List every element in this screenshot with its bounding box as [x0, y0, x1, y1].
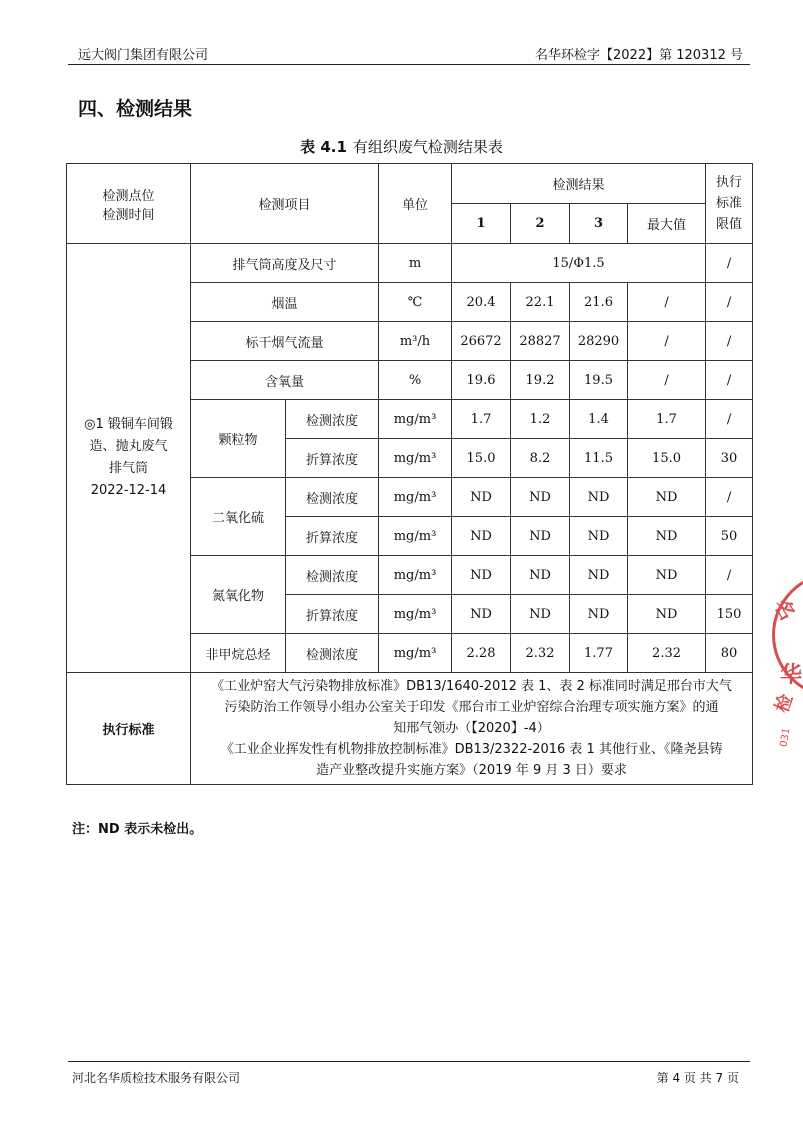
- stack-unit: m: [379, 244, 452, 283]
- header-run-1: 1: [452, 204, 511, 244]
- section-title: 四、检测结果: [78, 98, 193, 120]
- particulate-converted-limit: 30: [706, 439, 753, 478]
- particulate-measured-limit: /: [706, 400, 753, 439]
- particulate-converted-max: 15.0: [628, 439, 706, 478]
- nox-converted-max: ND: [628, 595, 706, 634]
- so2-converted-v1: ND: [452, 517, 511, 556]
- table-caption: [0, 136, 803, 157]
- so2-converted-limit: 50: [706, 517, 753, 556]
- header-report-number: 名华环检字【2022】第 120312 号: [535, 48, 743, 63]
- oxygen-limit: /: [706, 361, 753, 400]
- oxygen-v3: 19.5: [570, 361, 628, 400]
- nmhc-v3: 1.77: [570, 634, 628, 673]
- flow-unit: m³/h: [379, 322, 452, 361]
- nmhc-v1: 2.28: [452, 634, 511, 673]
- page-number: 第 4 页 共 7 页: [656, 1071, 739, 1085]
- footnote: 注：ND 表示未检出。: [72, 822, 203, 837]
- oxygen-max: /: [628, 361, 706, 400]
- standard-label: 执行标准: [67, 673, 191, 785]
- header-run-2: 2: [511, 204, 570, 244]
- flow-max: /: [628, 322, 706, 361]
- header-results: 检测结果: [452, 164, 706, 204]
- flow-v1: 26672: [452, 322, 511, 361]
- oxygen-v2: 19.2: [511, 361, 570, 400]
- table-title: 有组织废气检测结果表: [352, 138, 503, 156]
- so2-measured-v3: ND: [570, 478, 628, 517]
- so2-measured-unit: mg/m³: [379, 478, 452, 517]
- results-table: [66, 163, 753, 785]
- so2-converted-v3: ND: [570, 517, 628, 556]
- so2-measured-label: 检测浓度: [286, 478, 379, 517]
- particulate-converted-v1: 15.0: [452, 439, 511, 478]
- flow-v2: 28827: [511, 322, 570, 361]
- nox-converted-v1: ND: [452, 595, 511, 634]
- nox-measured-unit: mg/m³: [379, 556, 452, 595]
- stack-item: 排气筒高度及尺寸: [191, 244, 379, 283]
- nmhc-max: 2.32: [628, 634, 706, 673]
- row-stack: [67, 244, 753, 283]
- temp-limit: /: [706, 283, 753, 322]
- header-rule: [68, 64, 750, 65]
- location-cell: ◎1 锻铜车间锻 造、抛丸废气 排气筒 2022-12-14: [67, 244, 191, 673]
- particulate-measured-v3: 1.4: [570, 400, 628, 439]
- so2-measured-max: ND: [628, 478, 706, 517]
- particulate-converted-v3: 11.5: [570, 439, 628, 478]
- nox-converted-limit: 150: [706, 595, 753, 634]
- so2-converted-label: 折算浓度: [286, 517, 379, 556]
- so2-measured-v2: ND: [511, 478, 570, 517]
- particulate-name: 颗粒物: [191, 400, 286, 478]
- temp-v2: 22.1: [511, 283, 570, 322]
- table-number: 表 4.1: [300, 138, 347, 156]
- nmhc-unit: mg/m³: [379, 634, 452, 673]
- flow-item: 标干烟气流量: [191, 322, 379, 361]
- temp-max: /: [628, 283, 706, 322]
- particulate-measured-unit: mg/m³: [379, 400, 452, 439]
- oxygen-unit: %: [379, 361, 452, 400]
- stack-limit: /: [706, 244, 753, 283]
- nox-measured-max: ND: [628, 556, 706, 595]
- so2-converted-v2: ND: [511, 517, 570, 556]
- nox-measured-v2: ND: [511, 556, 570, 595]
- nox-converted-v3: ND: [570, 595, 628, 634]
- header-unit: 单位: [379, 164, 452, 244]
- so2-converted-max: ND: [628, 517, 706, 556]
- header-max: 最大值: [628, 204, 706, 244]
- nox-name: 氮氧化物: [191, 556, 286, 634]
- row-standard: [67, 673, 753, 785]
- nox-measured-label: 检测浓度: [286, 556, 379, 595]
- particulate-converted-label: 折算浓度: [286, 439, 379, 478]
- temp-v3: 21.6: [570, 283, 628, 322]
- oxygen-item: 含氧量: [191, 361, 379, 400]
- header-point-time: 检测点位 检测时间: [67, 164, 191, 244]
- header-limit: 执行 标准 限值: [706, 164, 753, 244]
- temp-unit: ℃: [379, 283, 452, 322]
- particulate-measured-v1: 1.7: [452, 400, 511, 439]
- particulate-converted-v2: 8.2: [511, 439, 570, 478]
- particulate-converted-unit: mg/m³: [379, 439, 452, 478]
- particulate-measured-v2: 1.2: [511, 400, 570, 439]
- so2-measured-limit: /: [706, 478, 753, 517]
- nox-measured-v3: ND: [570, 556, 628, 595]
- standard-text: 《工业炉窑大气污染物排放标准》DB13/1640-2012 表 1、表 2 标准同时满足邢台市大气 污染防治工作领导小组办公室关于印发《邢台市工业炉窑综合治理专项实施方案》的通 知邢气领办（【2020】-4） 《工业企业挥发性有机物排放控制标准》DB13/2322-2016 表 1 其他行业、《隆尧县铸 造产业整改提升实施方案》（2019 年 9 月 3 日）要求: [191, 673, 753, 785]
- nmhc-label: 检测浓度: [286, 634, 379, 673]
- so2-measured-v1: ND: [452, 478, 511, 517]
- nox-converted-v2: ND: [511, 595, 570, 634]
- temp-v1: 20.4: [452, 283, 511, 322]
- nox-converted-label: 折算浓度: [286, 595, 379, 634]
- footer-rule: [68, 1061, 750, 1062]
- particulate-measured-max: 1.7: [628, 400, 706, 439]
- oxygen-v1: 19.6: [452, 361, 511, 400]
- seal-stamp: 名 华 检 031: [764, 572, 803, 792]
- header-item: 检测项目: [191, 164, 379, 244]
- nox-converted-unit: mg/m³: [379, 595, 452, 634]
- nmhc-name: 非甲烷总烃: [191, 634, 286, 673]
- stack-value: 15/Φ1.5: [452, 244, 706, 283]
- flow-v3: 28290: [570, 322, 628, 361]
- nox-measured-v1: ND: [452, 556, 511, 595]
- table-header-row: [67, 164, 753, 204]
- so2-name: 二氧化硫: [191, 478, 286, 556]
- so2-converted-unit: mg/m³: [379, 517, 452, 556]
- header-company: 远大阀门集团有限公司: [78, 48, 209, 63]
- flow-limit: /: [706, 322, 753, 361]
- nmhc-v2: 2.32: [511, 634, 570, 673]
- particulate-measured-label: 检测浓度: [286, 400, 379, 439]
- nox-measured-limit: /: [706, 556, 753, 595]
- footer-company: 河北名华质检技术服务有限公司: [72, 1071, 241, 1085]
- nmhc-limit: 80: [706, 634, 753, 673]
- header-run-3: 3: [570, 204, 628, 244]
- temp-item: 烟温: [191, 283, 379, 322]
